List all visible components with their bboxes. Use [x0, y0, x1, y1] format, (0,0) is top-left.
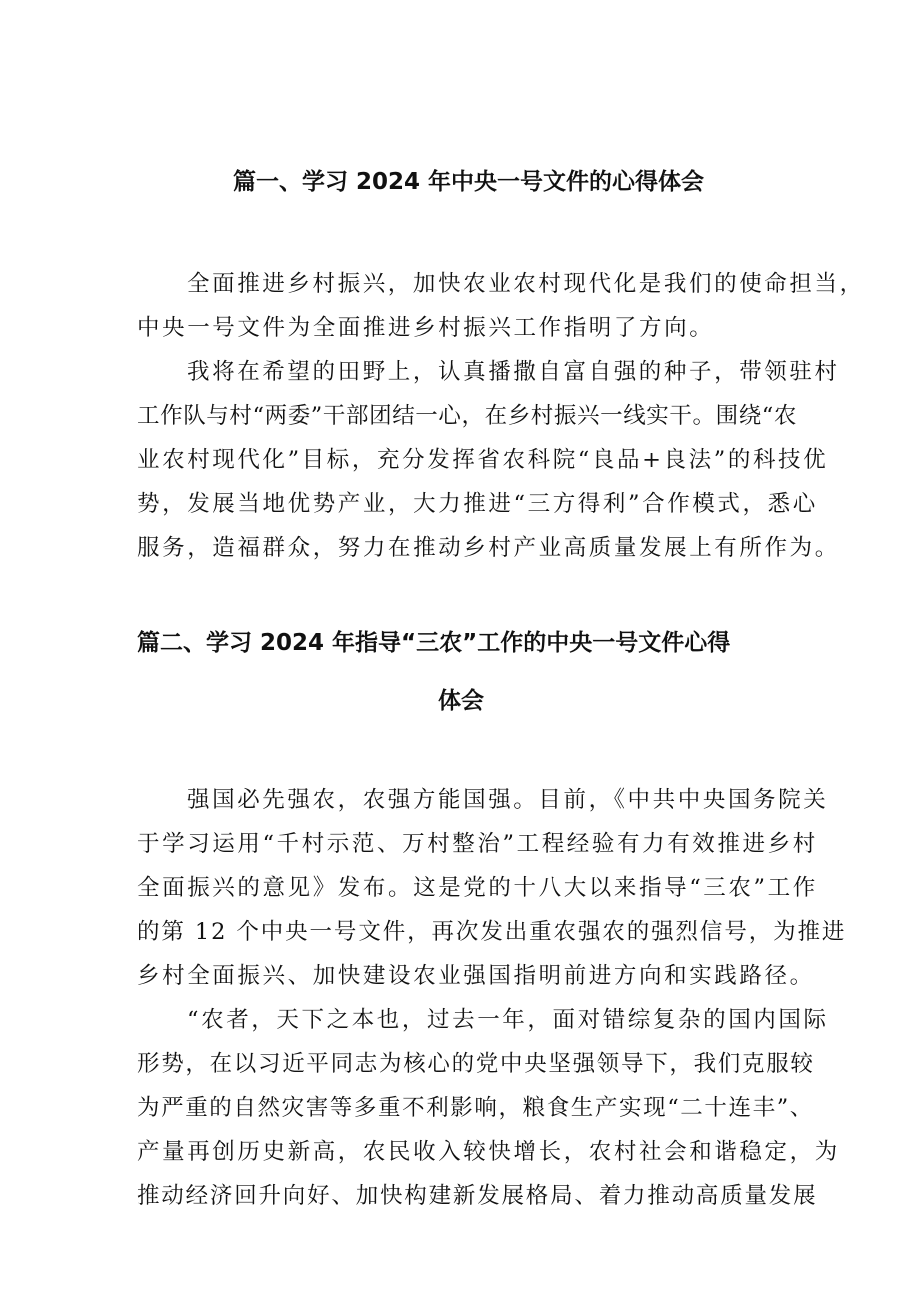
s2-p1-line4: 的第 12 个中央一号文件，再次发出重农强农的强烈信号，为推进	[137, 919, 847, 945]
section2-title-line2: 体会	[438, 688, 484, 714]
s2-p1-line5: 乡村全面振兴、加快建设农业强国指明前进方向和实践路径。	[137, 963, 815, 989]
s2-p2-line3: 为严重的自然灾害等多重不利影响，粮食生产实现“二十连丰”、	[137, 1095, 814, 1121]
s2-p1-line2: 于学习运用“千村示范、万村整治”工程经验有力有效推进乡村	[137, 831, 818, 857]
section1-title: 篇一、学习 2024 年中央一号文件的心得体会	[233, 169, 705, 195]
s1-p2-line2: 工作队与村“两委”干部团结一心，在乡村振兴一线实干。围绕“农	[137, 403, 798, 429]
s1-p1-line1: 全面推进乡村振兴，加快农业农村现代化是我们的使命担当，	[187, 271, 865, 297]
s2-p2-line1: “农者，天下之本也，过去一年，面对错综复杂的国内国际	[187, 1007, 829, 1033]
s1-p2-line5: 服务，造福群众，努力在推动乡村产业高质量发展上有所作为。	[137, 535, 840, 561]
s1-p2-line3: 业农村现代化”目标，充分发挥省农科院“良品+良法”的科技优	[137, 447, 829, 473]
s2-p1-line1: 强国必先强农，农强方能国强。目前，《中共中央国务院关	[187, 787, 829, 813]
section2-title-line1: 篇二、学习 2024 年指导“三农”工作的中央一号文件心得	[137, 630, 731, 656]
s2-p2-line2: 形势，在以习近平同志为核心的党中央坚强领导下，我们克服较	[137, 1051, 815, 1077]
s2-p2-line5: 推动经济回升向好、加快构建新发展格局、着力推动高质量发展	[137, 1183, 818, 1209]
s1-p2-line1: 我将在希望的田野上，认真播撒自富自强的种子，带领驻村	[187, 359, 840, 385]
s1-p1-line2: 中央一号文件为全面推进乡村振兴工作指明了方向。	[137, 315, 715, 341]
s2-p2-line4: 产量再创历史新高，农民收入较快增长，农村社会和谐稳定，为	[137, 1139, 840, 1165]
s1-p2-line4: 势，发展当地优势产业，大力推进“三方得利”合作模式，悉心	[137, 491, 818, 517]
s2-p1-line3: 全面振兴的意见》发布。这是党的十八大以来指导“三农”工作	[137, 875, 818, 901]
